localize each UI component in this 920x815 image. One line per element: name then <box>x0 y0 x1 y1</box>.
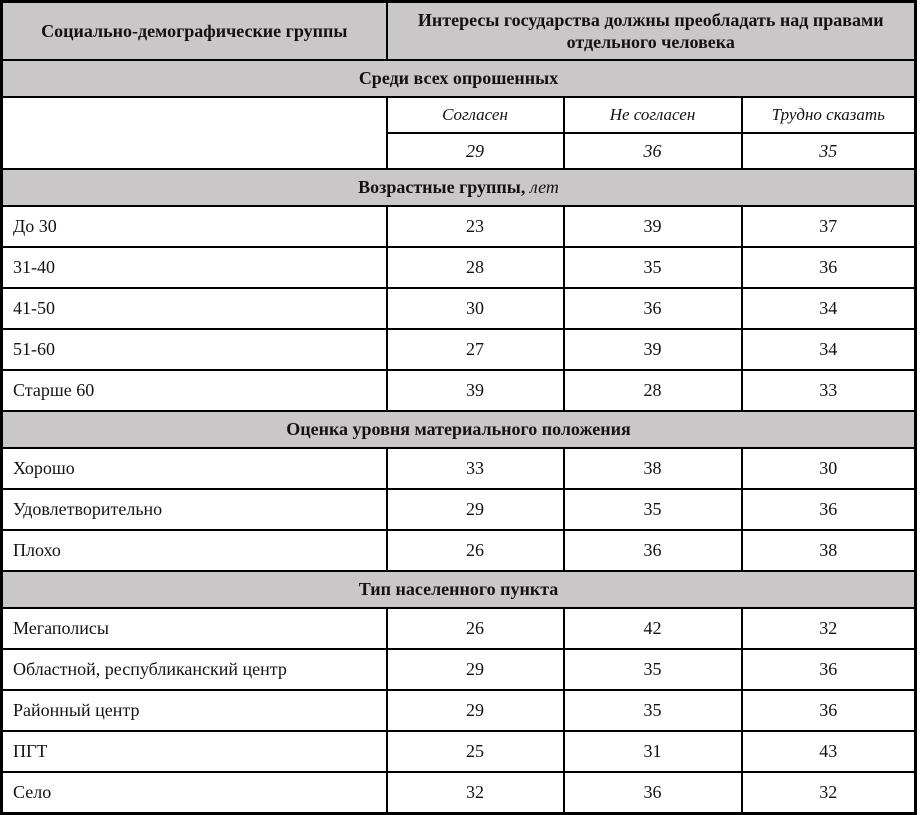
question-header: Интересы государства должны преобладать над правами отдельного человека <box>387 2 916 61</box>
row-label: 31-40 <box>2 247 387 288</box>
value-cell: 26 <box>387 608 564 649</box>
value-cell: 36 <box>564 772 742 814</box>
value-cell: 34 <box>742 288 916 329</box>
groups-column-header: Социально-демографические группы <box>2 2 387 61</box>
value-cell: 32 <box>742 608 916 649</box>
row-label: Старше 60 <box>2 370 387 411</box>
value-cell: 42 <box>564 608 742 649</box>
value-cell: 31 <box>564 731 742 772</box>
value-cell: 35 <box>564 489 742 530</box>
row-label: Районный центр <box>2 690 387 731</box>
row-label: 51-60 <box>2 329 387 370</box>
table-row <box>2 608 916 649</box>
value-cell: 39 <box>387 370 564 411</box>
value-cell: 30 <box>387 288 564 329</box>
value-cell: 36 <box>742 247 916 288</box>
section-title <box>2 169 916 206</box>
value-cell: 34 <box>742 329 916 370</box>
table-row <box>2 448 916 489</box>
table-row <box>2 530 916 571</box>
value-cell: 33 <box>742 370 916 411</box>
value-cell: 35 <box>742 133 916 169</box>
value-cell: 29 <box>387 133 564 169</box>
value-cell: 36 <box>742 649 916 690</box>
value-cell: 39 <box>564 329 742 370</box>
section-band-row <box>2 411 916 448</box>
row-label: ПГТ <box>2 731 387 772</box>
section-title <box>2 60 916 97</box>
table-row <box>2 772 916 814</box>
table-row <box>2 206 916 247</box>
empty-group-cell <box>2 97 387 169</box>
value-cell: 32 <box>742 772 916 814</box>
value-cell: 36 <box>564 288 742 329</box>
table-header-row <box>2 2 916 61</box>
value-cell: 29 <box>387 649 564 690</box>
value-cell: 33 <box>387 448 564 489</box>
value-cell: 32 <box>387 772 564 814</box>
answer-label: Не согласен <box>564 97 742 133</box>
table-row <box>2 731 916 772</box>
answer-labels-row <box>2 97 916 133</box>
value-cell: 28 <box>387 247 564 288</box>
value-cell: 30 <box>742 448 916 489</box>
value-cell: 43 <box>742 731 916 772</box>
table-row <box>2 690 916 731</box>
section-title-suffix: лет <box>525 177 559 197</box>
table-row <box>2 489 916 530</box>
row-label: Областной, республиканский центр <box>2 649 387 690</box>
table-row <box>2 370 916 411</box>
row-label: Хорошо <box>2 448 387 489</box>
row-label: До 30 <box>2 206 387 247</box>
value-cell: 27 <box>387 329 564 370</box>
section-title-text: Оценка уровня материального положения <box>286 419 631 439</box>
value-cell: 36 <box>742 489 916 530</box>
row-label: Село <box>2 772 387 814</box>
table-row <box>2 288 916 329</box>
section-band-row <box>2 169 916 206</box>
section-title-text: Тип населенного пункта <box>358 579 559 599</box>
value-cell: 23 <box>387 206 564 247</box>
section-band-row <box>2 60 916 97</box>
value-cell: 35 <box>564 649 742 690</box>
table-row <box>2 329 916 370</box>
table-row <box>2 649 916 690</box>
row-label: 41-50 <box>2 288 387 329</box>
value-cell: 38 <box>742 530 916 571</box>
value-cell: 36 <box>742 690 916 731</box>
value-cell: 29 <box>387 489 564 530</box>
row-label: Мегаполисы <box>2 608 387 649</box>
value-cell: 35 <box>564 690 742 731</box>
row-label: Плохо <box>2 530 387 571</box>
value-cell: 38 <box>564 448 742 489</box>
answer-label: Трудно сказать <box>742 97 916 133</box>
value-cell: 26 <box>387 530 564 571</box>
section-band-row <box>2 571 916 608</box>
value-cell: 29 <box>387 690 564 731</box>
value-cell: 25 <box>387 731 564 772</box>
value-cell: 37 <box>742 206 916 247</box>
table-row <box>2 247 916 288</box>
value-cell: 36 <box>564 133 742 169</box>
section-title <box>2 411 916 448</box>
value-cell: 36 <box>564 530 742 571</box>
value-cell: 39 <box>564 206 742 247</box>
section-title-text: Среди всех опрошенных <box>358 68 559 88</box>
section-title-text: Возрастные группы, <box>358 177 526 197</box>
value-cell: 28 <box>564 370 742 411</box>
answer-label: Согласен <box>387 97 564 133</box>
row-label: Удовлетворительно <box>2 489 387 530</box>
value-cell: 35 <box>564 247 742 288</box>
section-title <box>2 571 916 608</box>
